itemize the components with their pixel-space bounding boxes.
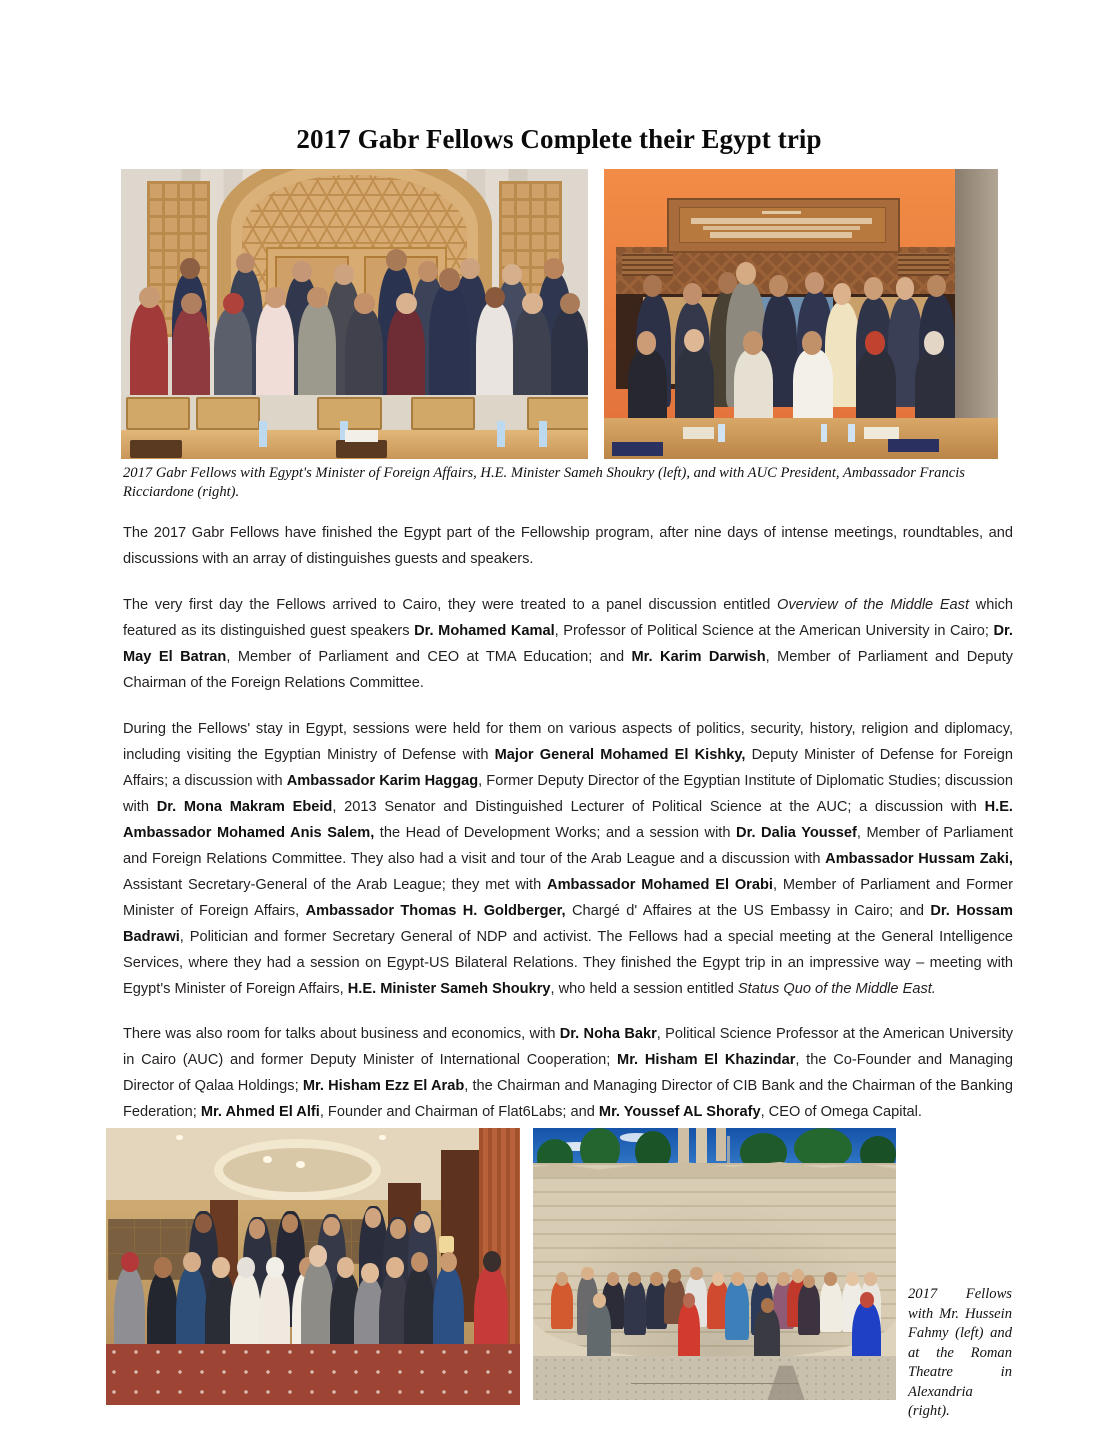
text-run: Dr. Mohamed Kamal (414, 622, 555, 639)
text-run: Mr. Hisham Ezz El Arab (302, 1078, 465, 1095)
text-run: , Member of Parliament and Foreign Relations Committee. They also had a visit and tour of the Arab League and a discussion with (123, 824, 1014, 867)
text-run: Dr. May El Batran (123, 622, 1013, 665)
text-run: Dr. Mona Makram Ebeid (156, 798, 333, 815)
text-run: Dr. Noha Bakr (559, 1026, 657, 1043)
paragraph-1 (123, 521, 1013, 573)
text-run: Deputy Minister of Defense for Foreign Affairs; a discussion with (123, 746, 1013, 789)
paragraph-4 (123, 1022, 1013, 1126)
text-run: H.E. Ambassador Mohamed Anis Salem, (123, 798, 1013, 841)
paragraph-2 (123, 593, 1013, 697)
text-run: Overview of the Middle East (776, 596, 970, 613)
text-run: , Member of Parliament and CEO at TMA Education; and (226, 648, 632, 665)
text-run: Assistant Secretary-General of the Arab League; they met with (123, 876, 548, 893)
text-run: Ambassador Thomas H. Goldberger, (305, 902, 566, 919)
text-run: There was also room for talks about business and economics, with (123, 1026, 560, 1043)
text-run: Mr. Hisham El Khazindar (617, 1052, 796, 1069)
text-run: , Politician and former Secretary General of NDP and activist. The Fellows had a special meeting at the General Intelligence Services, where they had a session on Egypt-US Bilateral Relations. They finished the Egypt trip in an impressive way – meeting with Egypt's Minister of Foreign Affairs, (123, 928, 1013, 997)
text-run: , Member of Parliament and Former Minister of Foreign Affairs, (123, 876, 1013, 919)
bottom-figure-caption: 2017 Fellows with Mr. Hussein Fahmy (left) and at the Roman Theatre in Alexandria (right). (908, 1286, 1012, 1420)
article-body (123, 521, 1013, 1126)
text-run: Dr. Dalia Youssef (736, 824, 857, 841)
text-run: , who held a session entitled (550, 980, 738, 997)
text-run: Dr. Hossam Badrawi (123, 902, 1013, 945)
group-photo-ministry (121, 169, 588, 459)
text-run: Mr. Ahmed El Alfi (200, 1104, 320, 1121)
text-run: The very first day the Fellows arrived to Cairo, they were treated to a panel discussion entitled (123, 596, 777, 613)
text-run: The 2017 Gabr Fellows have finished the Egypt part of the Fellowship program, after nine days of intense meetings, roundtables, and discussions with an array of distinguishes guests and speakers. (123, 525, 1013, 567)
text-run: the Head of Development Works; and a session with (374, 824, 737, 841)
text-run: , the Co-Founder and Managing Director of Qalaa Holdings; (123, 1052, 1013, 1095)
text-run: Ambassador Karim Haggag (286, 772, 479, 789)
paragraph-3 (123, 717, 1013, 1003)
text-run: , 2013 Senator and Distinguished Lecturer of Political Science at the AUC; a discussion with (332, 798, 985, 815)
text-run: , Former Deputy Director of the Egyptian Institute of Diplomatic Studies; discussion with (123, 772, 1013, 815)
page-title: 2017 Gabr Fellows Complete their Egypt trip (296, 124, 822, 154)
text-run: During the Fellows' stay in Egypt, sessions were held for them on various aspects of politics, security, history, religion and diplomacy, including visiting the Egyptian Ministry of Defense with (123, 720, 1013, 763)
text-run: Mr. Karim Darwish (631, 648, 766, 665)
text-run: , Founder and Chairman of Flat6Labs; and (319, 1104, 599, 1121)
group-photo-hussein-fahmy (106, 1128, 520, 1405)
text-run: , CEO of Omega Capital. (760, 1104, 922, 1121)
text-run: , Member of Parliament and Deputy Chairman of the Foreign Relations Committee. (123, 648, 1013, 691)
text-run: Ambassador Hussam Zaki, (825, 850, 1013, 867)
text-run: Ambassador Mohamed El Orabi (547, 876, 773, 893)
text-run: Mr. Youssef AL Shorafy (598, 1104, 761, 1121)
text-run: Status Quo of the Middle East. (737, 980, 936, 997)
text-run: Chargé d' Affaires at the US Embassy in Cairo; and (565, 902, 931, 919)
group-photo-auc (604, 169, 998, 459)
text-run: H.E. Minister Sameh Shoukry (347, 980, 551, 997)
text-run: Major General Mohamed El Kishky, (494, 746, 746, 763)
group-photo-roman-theatre (533, 1128, 896, 1400)
top-figure-caption: 2017 Gabr Fellows with Egypt's Minister of Foreign Affairs, H.E. Minister Sameh Shoukry (left), and with AUC President, Ambassador Francis Ricciardone (right). (123, 465, 965, 500)
text-run: , Political Science Professor at the American University in Cairo (AUC) and former Deputy Minister of International Cooperation; (123, 1026, 1014, 1069)
text-run: , the Chairman and Managing Director of CIB Bank and the Chairman of the Banking Federation; (123, 1078, 1013, 1121)
text-run: which featured as its distinguished guest speakers (123, 596, 1013, 639)
text-run: , Professor of Political Science at the American University in Cairo; (554, 622, 994, 639)
